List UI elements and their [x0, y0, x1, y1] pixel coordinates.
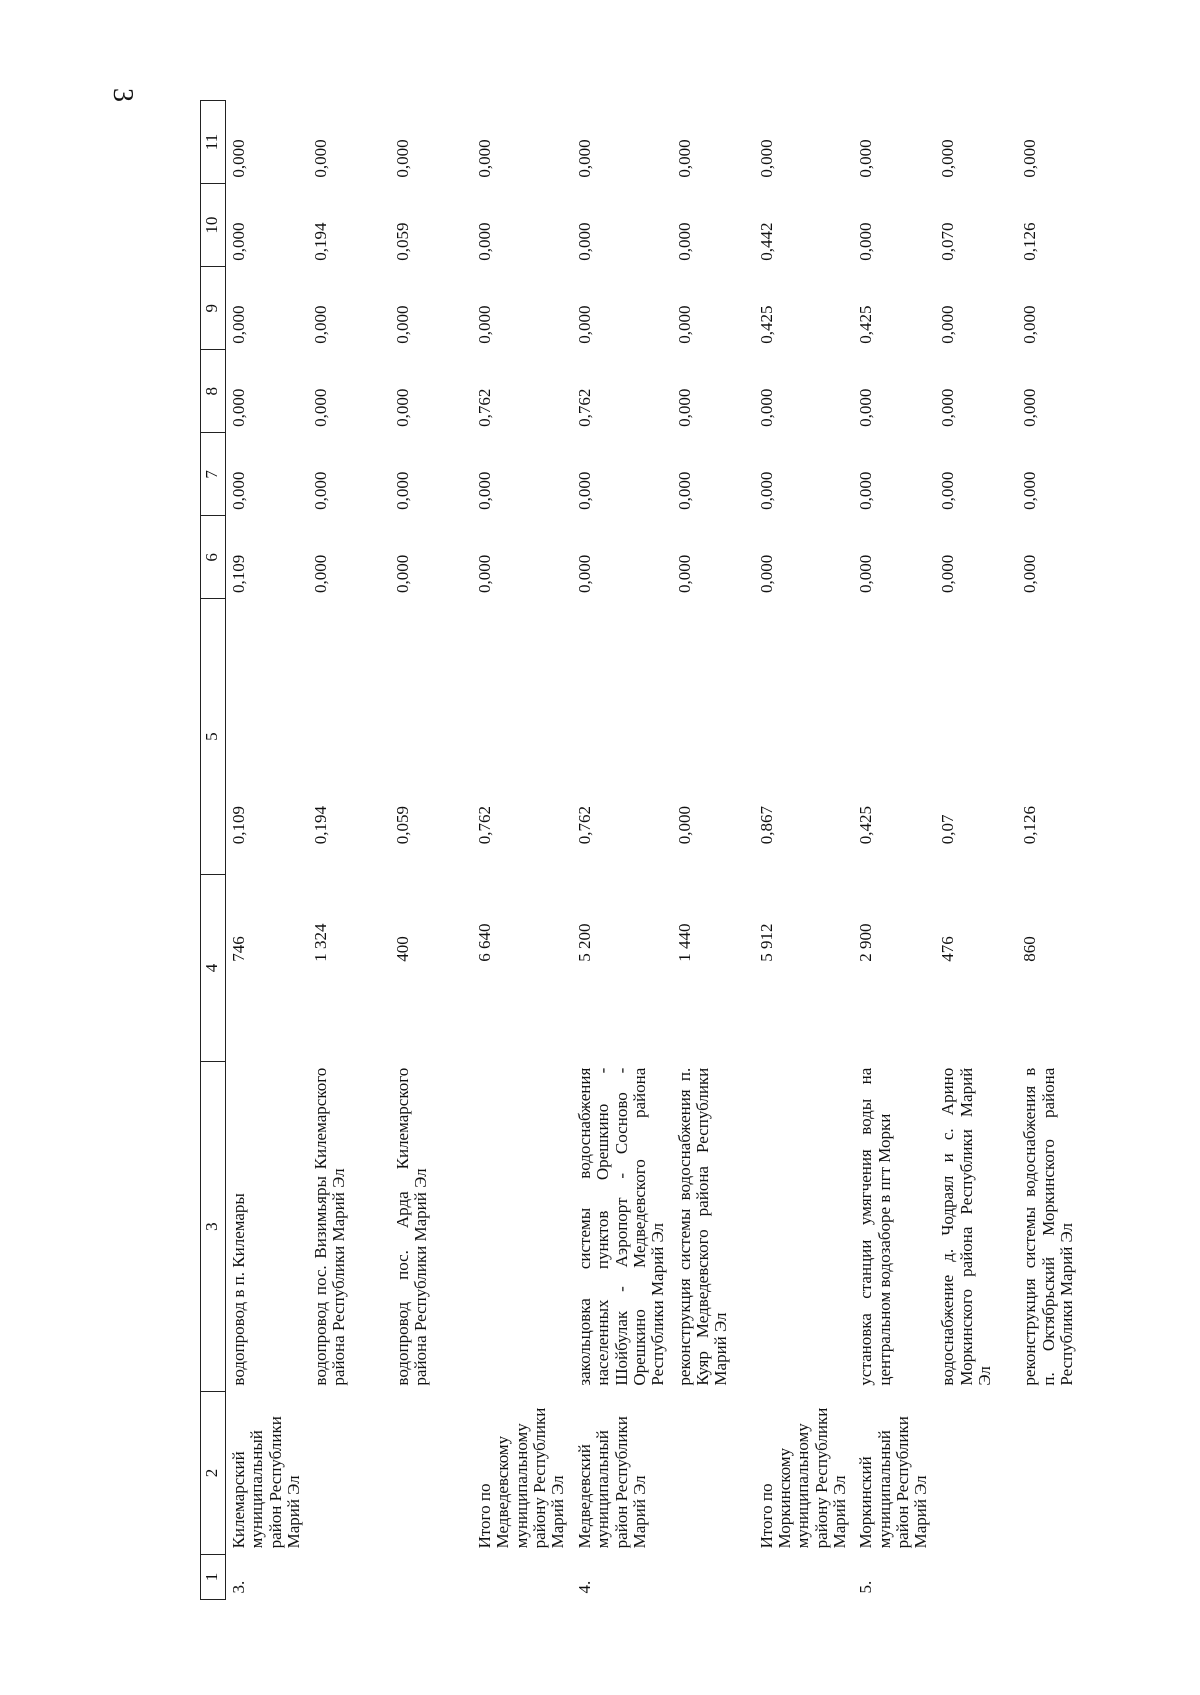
table-cell-col-1: 5. [856, 1580, 876, 1594]
table-cell-col-11: 0,000 [475, 139, 494, 178]
table-cell-col-8: 0,762 [574, 388, 594, 427]
col-header-10: 10 [201, 184, 226, 267]
table-cell-col-9: 0,000 [229, 305, 248, 344]
table-cell-col-9: 0,425 [856, 305, 876, 344]
table-cell-col-2: Килемарский муниципальный район Республики Марий Эл [229, 1416, 304, 1549]
col-header-3: 3 [201, 1062, 226, 1392]
table-cell-col-3: водопровод в п. Килемары [229, 1193, 248, 1386]
rotated-page-content [200, 100, 1077, 1600]
table-cell-col-11: 0,000 [856, 139, 876, 178]
table-cell-col-7: 0,000 [674, 471, 694, 510]
col-header-6: 6 [201, 516, 226, 599]
table-cell-col-11: 0,000 [229, 139, 248, 178]
table-cell-col-6: 0,000 [1020, 554, 1040, 593]
table-cell-col-9: 0,000 [475, 305, 494, 344]
table-row [226, 101, 309, 1600]
page-number: 3 [107, 88, 138, 102]
table-cell-col-3: водопровод пос. Арда Килемарского района Республики Марий Эл [393, 1067, 431, 1386]
funding-table [200, 100, 1099, 1600]
table-cell-col-8: 0,000 [938, 388, 958, 427]
table-cell-col-6: 0,000 [393, 554, 412, 593]
table-cell-col-5: 0,059 [393, 805, 412, 845]
table-cell-col-3: установка станции умягчения воды на центральном водозаборе в пгт Морки [856, 1067, 894, 1386]
table-cell-col-1: 4. [574, 1580, 594, 1594]
table-cell-col-1 [754, 1554, 854, 1599]
table-cell-col-1 [308, 1554, 390, 1599]
table-cell-col-2: Моркинский муниципальный район Республики Марий Эл [856, 1416, 931, 1549]
table-cell-col-4: 860 [1020, 936, 1040, 962]
table-cell-col-10: 0,070 [938, 222, 958, 261]
table-cell-col-5: 0,762 [475, 805, 494, 845]
table-cell-col-3 [754, 1062, 854, 1392]
table-cell-col-6: 0,000 [311, 554, 330, 593]
table-cell-col-10: 0,059 [393, 222, 412, 261]
table-cell-col-2 [308, 1392, 390, 1555]
table-cell-col-10: 0,000 [475, 222, 494, 261]
table-cell-col-5: 0,07 [938, 814, 958, 845]
table-row [390, 101, 472, 1600]
table-cell-col-11: 0,000 [393, 139, 412, 178]
col-header-5: 5 [201, 599, 226, 874]
table-cell-col-11: 0,000 [1020, 139, 1040, 178]
table-cell-col-4: 2 900 [856, 923, 876, 962]
table-row [572, 101, 672, 1600]
table-cell-col-5: 0,126 [1020, 805, 1040, 845]
col-header-11: 11 [201, 101, 226, 184]
table-cell-col-10: 0,000 [856, 222, 876, 261]
table-cell-col-3: водопровод пос. Визимьяры Килемарского района Республики Марий Эл [311, 1067, 349, 1386]
table-cell-col-2: Итого по Моркинскому муниципальному району Республики Марий Эл [756, 1407, 850, 1549]
table-cell-col-10: 0,442 [756, 222, 776, 261]
table-cell-col-4: 1 440 [674, 923, 694, 962]
table-cell-col-7: 0,000 [393, 471, 412, 510]
table-row [472, 101, 572, 1600]
table-cell-col-6: 0,000 [475, 554, 494, 593]
table-cell-col-2 [390, 1392, 472, 1555]
table-cell-col-3 [472, 1062, 572, 1392]
table-cell-col-9: 0,000 [393, 305, 412, 344]
table-cell-col-11: 0,000 [311, 139, 330, 178]
table-cell-col-4: 5 912 [756, 923, 776, 962]
table-cell-col-10: 0,000 [574, 222, 594, 261]
table-cell-col-1 [390, 1554, 472, 1599]
table-cell-col-5: 0,867 [756, 805, 776, 845]
table-cell-col-4: 5 200 [574, 923, 594, 962]
table-row [1017, 101, 1099, 1600]
table-cell-col-9: 0,000 [574, 305, 594, 344]
table-cell-col-4: 1 324 [311, 923, 330, 962]
table-cell-col-1 [672, 1554, 754, 1599]
table-cell-col-5: 0,194 [311, 805, 330, 845]
table-cell-col-4: 476 [938, 936, 958, 962]
table-cell-col-8: 0,000 [1020, 388, 1040, 427]
table-cell-col-8: 0,000 [311, 388, 330, 427]
table-cell-col-6: 0,000 [938, 554, 958, 593]
table-cell-col-2 [672, 1392, 754, 1555]
table-cell-col-10: 0,194 [311, 222, 330, 261]
table-cell-col-3: реконструкция системы водоснабжения в п. Октябрьский Моркинского района Республики Марий Эл [1020, 1067, 1077, 1386]
table-cell-col-10: 0,000 [674, 222, 694, 261]
table-row [308, 101, 390, 1600]
table-cell-col-9: 0,000 [674, 305, 694, 344]
table-cell-col-6: 0,000 [856, 554, 876, 593]
table-cell-col-11: 0,000 [574, 139, 594, 178]
table-cell-col-5: 0,000 [674, 805, 694, 845]
col-header-1: 1 [201, 1554, 226, 1599]
table-cell-col-7: 0,000 [475, 471, 494, 510]
table-cell-col-6: 0,000 [756, 554, 776, 593]
table-cell-col-2 [1017, 1392, 1099, 1555]
table-cell-col-9: 0,000 [1020, 305, 1040, 344]
table-cell-col-7: 0,000 [1020, 471, 1040, 510]
table-cell-col-8: 0,000 [393, 388, 412, 427]
table-cell-col-8: 0,000 [674, 388, 694, 427]
table-cell-col-3: реконструкция системы водоснабжения п. Куяр Медведевского района Республики Марий Эл [674, 1067, 731, 1386]
table-cell-col-11: 0,000 [756, 139, 776, 178]
table-cell-col-5: 0,109 [229, 805, 248, 845]
table-cell-col-7: 0,000 [574, 471, 594, 510]
table-cell-col-3: водоснабжение д. Чодраял и с. Арино Моркинского района Республики Марий Эл [938, 1067, 995, 1386]
table-cell-col-4: 6 640 [475, 923, 494, 962]
table-body [226, 101, 1100, 1600]
table-cell-col-7: 0,000 [938, 471, 958, 510]
table-cell-col-2: Медведевский муниципальный район Республики Марий Эл [574, 1416, 649, 1549]
table-cell-col-8: 0,000 [229, 388, 248, 427]
col-header-9: 9 [201, 267, 226, 350]
table-cell-col-1: 3. [229, 1580, 248, 1594]
table-cell-col-6: 0,000 [574, 554, 594, 593]
table-cell-col-11: 0,000 [674, 139, 694, 178]
table-cell-col-8: 0,762 [475, 388, 494, 427]
table-cell-col-4: 746 [229, 936, 248, 962]
table-cell-col-10: 0,000 [229, 222, 248, 261]
table-cell-col-7: 0,000 [229, 471, 248, 510]
table-cell-col-9: 0,000 [938, 305, 958, 344]
table-row [672, 101, 754, 1600]
table-cell-col-1 [1017, 1554, 1099, 1599]
col-header-4: 4 [201, 874, 226, 1061]
table-row [935, 101, 1017, 1600]
table-cell-col-5: 0,762 [574, 805, 594, 845]
table-cell-col-1 [472, 1554, 572, 1599]
table-cell-col-6: 0,000 [674, 554, 694, 593]
table-cell-col-1 [935, 1554, 1017, 1599]
table-cell-col-2 [935, 1392, 1017, 1555]
table-cell-col-10: 0,126 [1020, 222, 1040, 261]
table-cell-col-7: 0,000 [311, 471, 330, 510]
table-cell-col-3: закольцовка системы водоснабжения населенных пунктов Орешкино - Шойбулак - Аэропорт - Сосново - Орешкино Медведевского района Республики Марий Эл [574, 1067, 668, 1386]
table-cell-col-9: 0,000 [311, 305, 330, 344]
table-cell-col-8: 0,000 [756, 388, 776, 427]
table-cell-col-4: 400 [393, 936, 412, 962]
header-row [201, 101, 226, 1600]
table-row [853, 101, 935, 1600]
col-header-7: 7 [201, 433, 226, 516]
col-header-2: 2 [201, 1392, 226, 1555]
table-cell-col-7: 0,000 [856, 471, 876, 510]
table-cell-col-11: 0,000 [938, 139, 958, 178]
table-cell-col-5: 0,425 [856, 805, 876, 845]
table-cell-col-9: 0,425 [756, 305, 776, 344]
table-cell-col-2: Итого по Медведевскому муниципальному району Республики Марий Эл [475, 1407, 568, 1549]
table-cell-col-6: 0,109 [229, 554, 248, 593]
table-row [754, 101, 854, 1600]
col-header-8: 8 [201, 350, 226, 433]
table-cell-col-8: 0,000 [856, 388, 876, 427]
table-cell-col-7: 0,000 [756, 471, 776, 510]
